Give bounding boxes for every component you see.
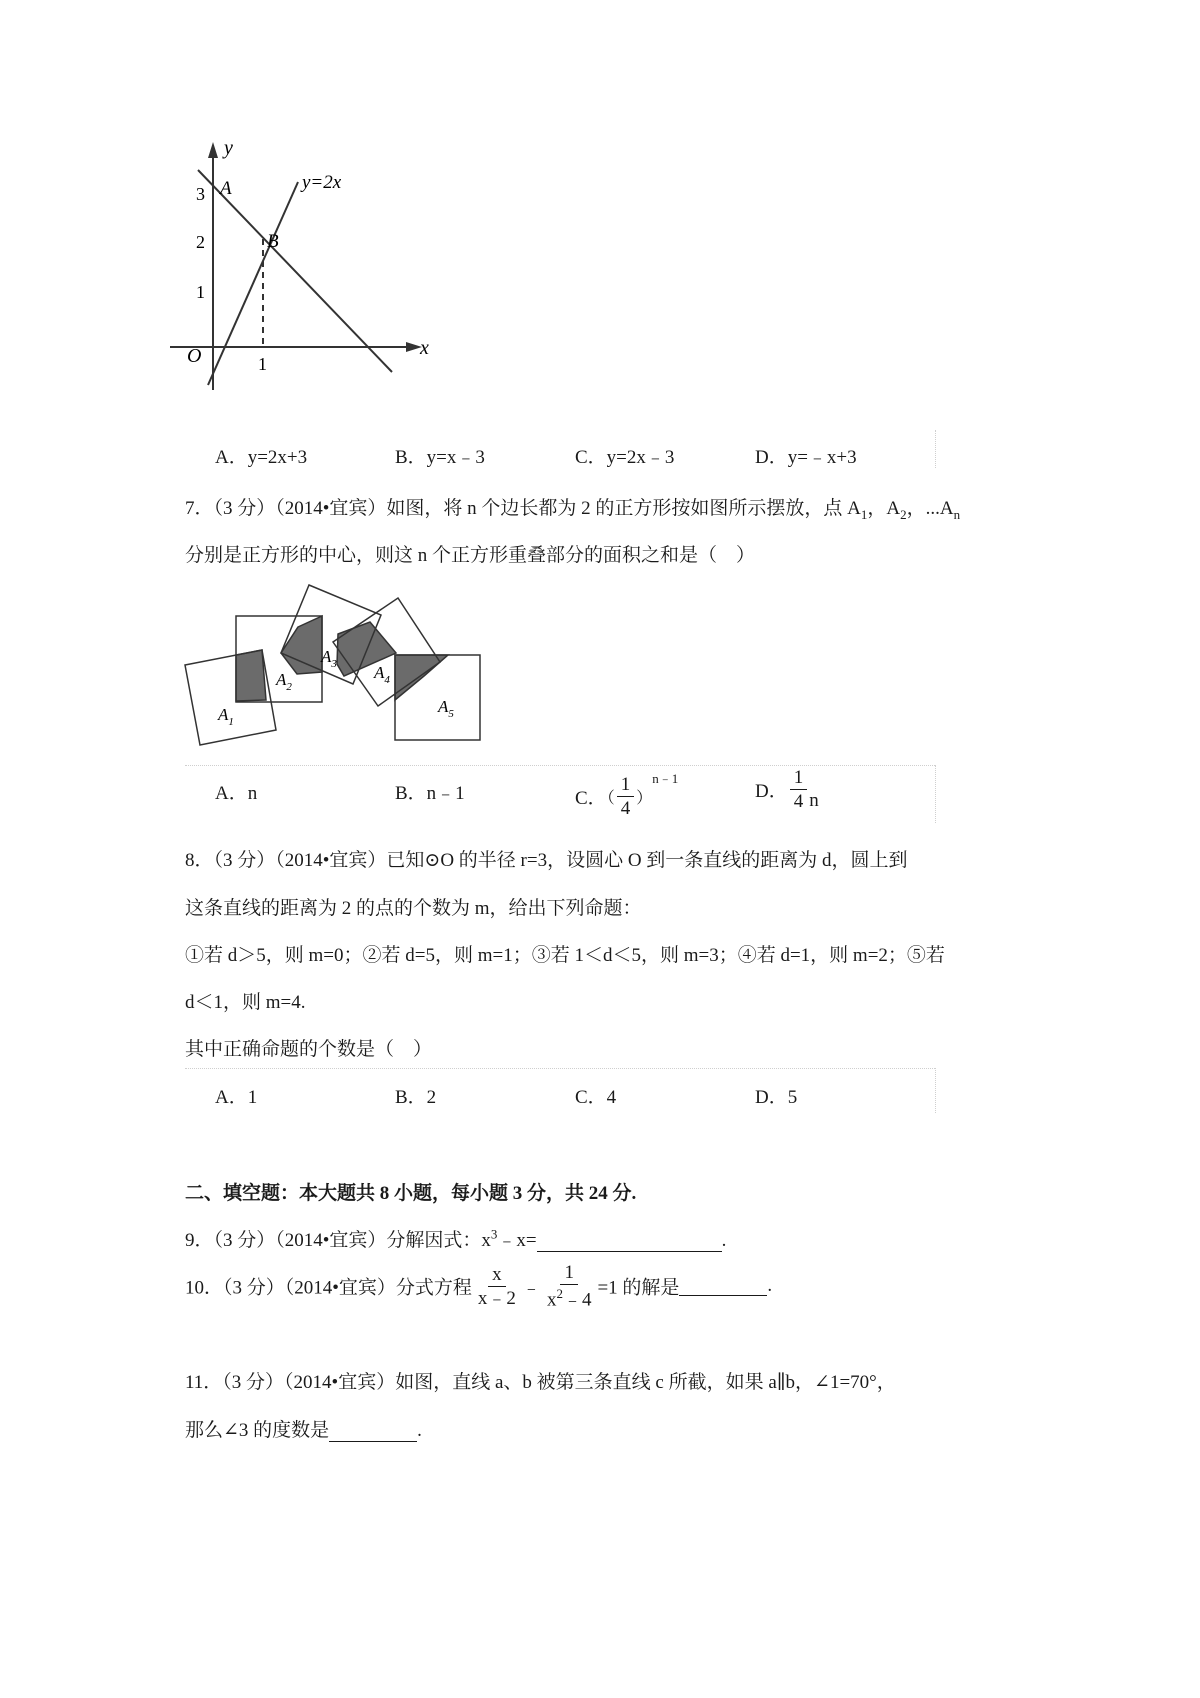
q10-fraction-2-numerator: 1 <box>560 1263 578 1285</box>
q10-fraction-1 <box>474 1265 520 1308</box>
q10-fraction-1-numerator: x <box>488 1265 506 1287</box>
label-a1: $A_1$ <box>218 705 234 728</box>
q8-option-b: B．2 <box>395 1087 437 1108</box>
q11-text: 那么∠3 的度数是 <box>185 1420 330 1441</box>
q8-stem-line1: 8．（3 分）（2014•宜宾）已知⊙O 的半径 r=3，设圆心 O 到一条直线的距离为 d，圆上到 <box>185 850 908 871</box>
q10-stem <box>185 1263 772 1309</box>
q7-option-c-fraction <box>617 775 635 818</box>
q7-options-vdivider <box>935 765 936 823</box>
q8-options-vdivider <box>935 1068 936 1113</box>
q8-stem-line5: 其中正确命题的个数是（ ） <box>185 1039 433 1060</box>
q7-option-c-exponent: n﹣1 <box>652 771 679 786</box>
q10-f2-den-base: x <box>546 1289 557 1311</box>
q10-text: 10．（3 分）（2014•宜宾）分式方程 <box>185 1277 472 1299</box>
tick-label-1-y: 1 <box>196 282 205 302</box>
q10-end: . <box>767 1275 773 1297</box>
q7-stem-line1 <box>185 493 960 523</box>
q7-option-c-numerator: 1 <box>617 775 635 797</box>
q7-sub-n: n <box>953 506 961 522</box>
tick-label-2: 2 <box>196 232 205 252</box>
option-divider <box>935 430 936 468</box>
q10-minus: ﹣ <box>521 1277 541 1299</box>
y-axis-arrow <box>208 142 218 158</box>
tick-label-3: 3 <box>196 184 205 204</box>
q8-option-c: C．4 <box>575 1087 617 1108</box>
q6-option-d: D．y=﹣x+3 <box>755 447 857 468</box>
q7-sub-1: 1 <box>860 506 868 522</box>
q10-fraction-1-denominator: x﹣2 <box>477 1287 516 1309</box>
axis-y-label: y <box>224 140 233 159</box>
q7-sep-2: ，...A <box>906 498 954 519</box>
q8-stem-line3: ①若 d＞5，则 m=0；②若 d=5，则 m=1；③若 1＜d＜5，则 m=3；④若 d=1，则 m=2；⑤若 <box>185 945 945 966</box>
coordinate-graph-figure <box>170 140 470 430</box>
q10-fraction-2-denominator <box>543 1285 596 1309</box>
q10-text-post: =1 的解是 <box>597 1277 680 1299</box>
label-a4: $A_4$ <box>374 663 390 686</box>
q10-answer-blank[interactable] <box>679 1276 767 1296</box>
origin-label: O <box>187 345 202 367</box>
q9-answer-blank[interactable] <box>537 1232 722 1252</box>
q10-f2-den-rest: ﹣4 <box>562 1289 592 1311</box>
q6-option-a: A．y=2x+3 <box>215 447 308 468</box>
q11-answer-blank[interactable] <box>329 1422 417 1442</box>
line-equation-label: y=2x <box>302 172 342 193</box>
q7-sep-1: ，A <box>867 498 901 519</box>
q7-option-c-prefix: C． <box>575 788 607 810</box>
label-a2: $A_2$ <box>276 670 292 693</box>
q7-option-d <box>755 768 819 812</box>
label-a3: $A_3$ <box>321 647 337 670</box>
tick-label-1-x: 1 <box>258 354 267 374</box>
q9-text: 9．（3 分）（2014•宜宾）分解因式：x <box>185 1230 491 1251</box>
q7-option-a: A．n <box>215 783 258 804</box>
squares-figure <box>178 580 498 760</box>
q9-end: . <box>721 1230 727 1251</box>
overlap-1 <box>236 650 266 701</box>
q10-f2-den-exponent: 2 <box>556 1286 563 1301</box>
point-a-label: A <box>220 178 232 199</box>
q11-end: . <box>417 1420 422 1441</box>
q10-fraction-2 <box>543 1263 596 1309</box>
axis-x-label: x <box>420 337 429 359</box>
q8-stem-line4: d＜1，则 m=4. <box>185 992 306 1013</box>
q6-option-c: C．y=2x﹣3 <box>575 447 675 468</box>
q7-sub-2: 2 <box>900 506 907 522</box>
q8-option-d: D．5 <box>755 1087 798 1108</box>
q8-stem-line2: 这条直线的距离为 2 的点的个数为 m，给出下列命题： <box>185 898 642 919</box>
line-y-2x <box>208 182 298 385</box>
q7-option-d-fraction <box>790 768 808 811</box>
overlap-2 <box>281 616 322 674</box>
q9-stem <box>185 1225 726 1252</box>
q7-option-d-prefix: D． <box>755 781 788 802</box>
q7-option-d-numerator: 1 <box>790 768 808 790</box>
q8-options-divider <box>185 1068 935 1069</box>
label-a5: $A_5$ <box>438 697 454 720</box>
q8-option-a: A．1 <box>215 1087 258 1108</box>
q9-text-post: ﹣x= <box>497 1230 537 1251</box>
point-b-label: B <box>267 231 279 252</box>
q7-stem-line2: 分别是正方形的中心，则这 n 个正方形重叠部分的面积之和是（ ） <box>185 545 756 566</box>
q7-option-c-paren-open: （ <box>606 790 615 808</box>
q7-stem-text: 7．（3 分）（2014•宜宾）如图，将 n 个边长都为 2 的正方形按如图所示摆放，点 A <box>185 498 861 519</box>
q7-option-c-denominator: 4 <box>620 798 631 820</box>
section-2-heading: 二、填空题：本大题共 8 小题，每小题 3 分，共 24 分. <box>185 1183 637 1204</box>
q7-option-c-paren-close: ） <box>636 790 653 808</box>
q11-stem-line2 <box>185 1415 422 1442</box>
q7-option-b: B．n﹣1 <box>395 783 465 804</box>
q11-stem-line1: 11．（3 分）（2014•宜宾）如图，直线 a、b 被第三条直线 c 所截，如果 a∥b，∠1=70°， <box>185 1372 896 1393</box>
q7-option-d-denominator: 4 <box>793 791 804 812</box>
q7-option-c <box>575 768 678 818</box>
q7-option-d-suffix: n <box>809 789 819 811</box>
q9-exponent: 3 <box>490 1226 498 1242</box>
q6-option-b: B．y=x﹣3 <box>395 447 485 468</box>
q7-options-divider <box>185 765 935 766</box>
